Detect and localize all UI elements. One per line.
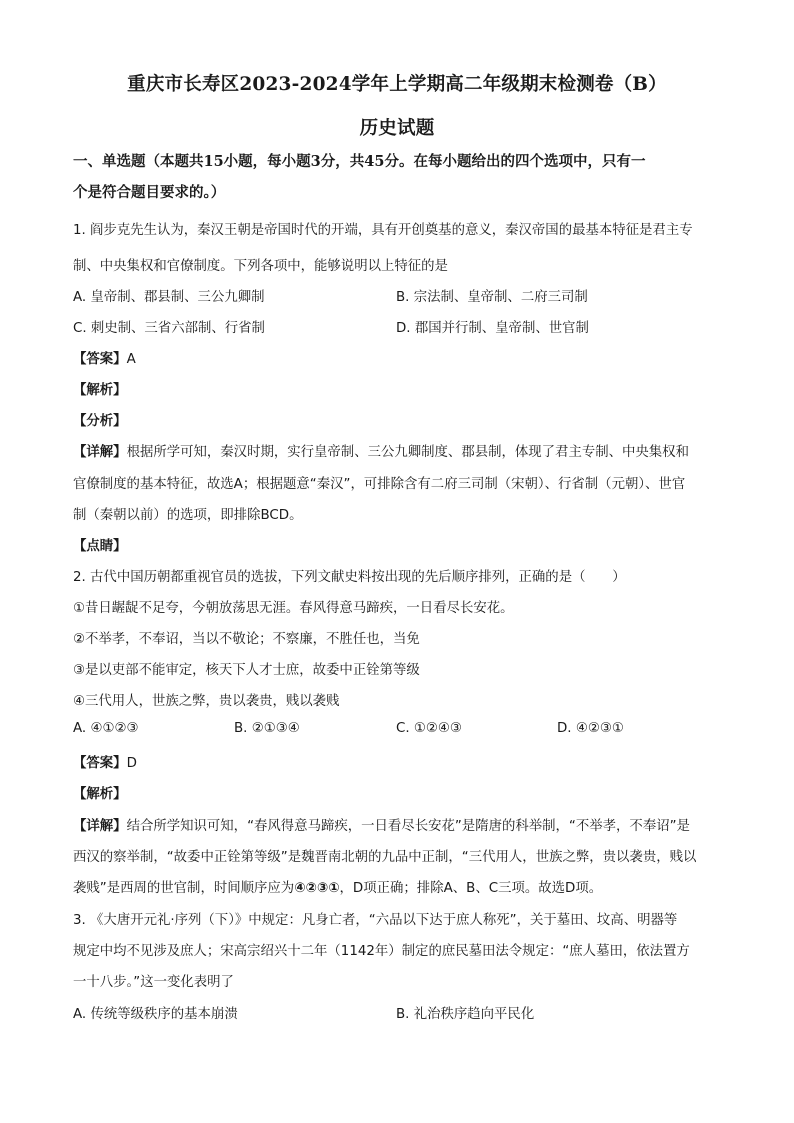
q2-option-b: B. ②①③④ [234, 721, 300, 736]
q3-stem-line1: 3. 《大唐开元礼·序列（下）》中规定：凡身亡者，“六品以下达于庶人称死”，关于墓田、坟高、明器等 [73, 913, 678, 928]
q2-item-1: ①昔日龌龊不足夸，今朝放荡思无涯。春风得意马蹄疾，一日看尽长安花。 [73, 601, 514, 616]
q2-detail-text3a: 袭贱”是西周的世官制，时间顺序应为 [73, 881, 295, 896]
q1-dianjing-tag: 【点睛】 [73, 539, 127, 554]
q1-stem-line1: 1. 阎步克先生认为，秦汉王朝是帝国时代的开端，具有开创奠基的意义，秦汉帝国的最基本特征是君主专 [73, 223, 693, 238]
q1-option-a: A. 皇帝制、郡县制、三公九卿制 [73, 290, 265, 305]
q2-analysis-tag: 【解析】 [73, 787, 127, 802]
q2-item-4: ④三代用人，世族之弊，贵以袭贵，贱以袭贱 [73, 694, 340, 709]
q2-item-2: ②不举孝，不奉诏，当以不敬论；不察廉，不胜任也，当免 [73, 632, 420, 647]
q1-detail-line3: 制（秦朝以前）的选项，即排除BCD。 [73, 508, 303, 523]
q2-option-c: C. ①②④③ [396, 721, 462, 736]
q1-detail-line2: 官僚制度的基本特征，故选A；根据题意“秦汉”，可排除含有二府三司制（宋朝）、行省制（元朝）、世官 [73, 477, 686, 492]
q1-detail-text1: 根据所学可知，秦汉时期，实行皇帝制、三公九卿制度、郡县制，体现了君主专制、中央集权和 [126, 445, 689, 460]
q2-option-d: D. ④②③① [557, 721, 624, 736]
q2-item-3: ③是以吏部不能审定，核天下人才士庶，故委中正铨第等级 [73, 663, 420, 678]
q2-answer-tag: 【答案】 [73, 756, 127, 771]
q1-option-c: C. 刺史制、三省六部制、行省制 [73, 321, 265, 336]
q3-option-b: B. 礼治秩序趋向平民化 [396, 1007, 535, 1022]
q1-detail-line1 [73, 441, 689, 460]
q1-option-b: B. 宗法制、皇帝制、二府三司制 [396, 290, 588, 305]
q1-answer-tag: 【答案】 [73, 352, 127, 367]
q3-option-a: A. 传统等级秩序的基本崩溃 [73, 1007, 238, 1022]
section-heading-line1: 一、单选题（本题共15小题，每小题3分，共45分。在每小题给出的四个选项中，只有一 [73, 153, 646, 170]
q2-stem: 2. 古代中国历朝都重视官员的选拔，下列文献史料按出现的先后顺序排列，正确的是（ ） [73, 570, 626, 585]
q2-answer [73, 752, 137, 771]
q2-detail-text3c: ，D项正确；排除A、B、C三项。故选D项。 [339, 881, 603, 896]
q1-fenxi-tag: 【分析】 [73, 414, 127, 429]
q3-stem-line2: 规定中均不见涉及庶人；宋高宗绍兴十二年（1142年）制定的庶民墓田法令规定：“庶人墓田，依法置方 [73, 944, 690, 959]
q2-detail-line1 [73, 815, 690, 834]
page-subtitle: 历史试题 [359, 118, 435, 139]
q2-answer-value: D [126, 756, 137, 771]
q1-answer-value: A [126, 352, 136, 367]
q2-detail-text1: 结合所学知识可知，“春风得意马蹄疾，一日看尽长安花”是隋唐的科举制，“不举孝，不奉诏”是 [126, 819, 690, 834]
q1-detail-tag: 【详解】 [73, 445, 127, 460]
q1-stem-line2: 制、中央集权和官僚制度。下列各项中，能够说明以上特征的是 [73, 259, 448, 274]
q2-detail-line3 [73, 877, 723, 896]
page-title: 重庆市长寿区2023-2024学年上学期高二年级期末检测卷（B） [127, 74, 667, 95]
q2-detail-order: ④②③① [294, 881, 340, 896]
q3-stem-line3: 一十八步。”这一变化表明了 [73, 975, 234, 990]
q1-analysis-tag: 【解析】 [73, 383, 127, 398]
q1-answer [73, 348, 136, 367]
q2-option-a: A. ④①②③ [73, 721, 139, 736]
q2-detail-tag: 【详解】 [73, 819, 127, 834]
section-heading-line2: 个是符合题目要求的。） [73, 184, 226, 201]
q1-option-d: D. 郡国并行制、皇帝制、世官制 [396, 321, 589, 336]
q2-detail-line2: 西汉的察举制，“故委中正铨第等级”是魏晋南北朝的九品中正制，“三代用人，世族之弊，贵以袭贵，贱以 [73, 850, 697, 865]
